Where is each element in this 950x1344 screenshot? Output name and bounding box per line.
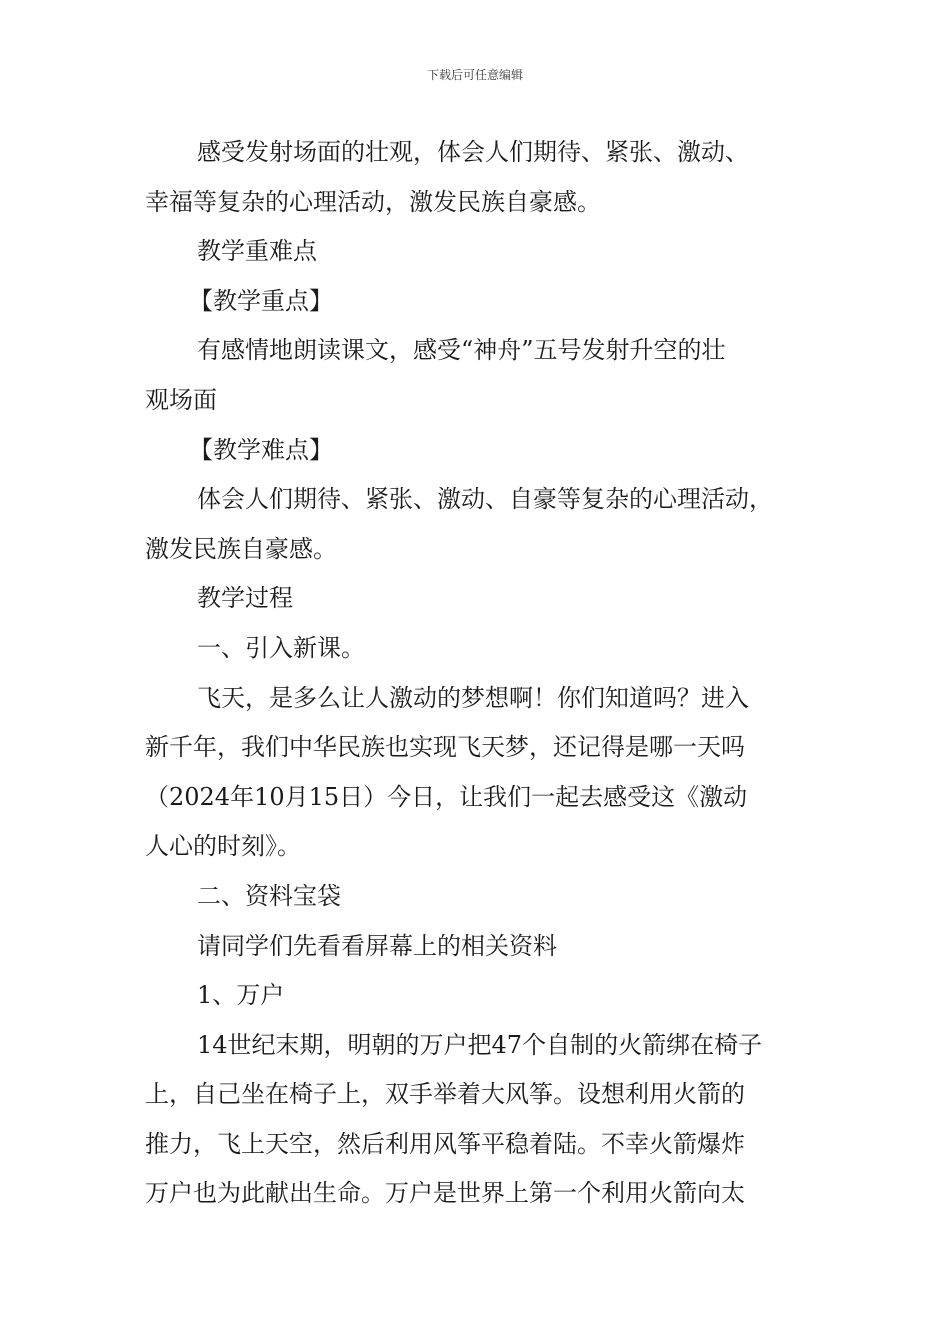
paragraph-step-1: 飞天，是多么让人激动的梦想啊！你们知道吗？进入 新千年，我们中华民族也实现飞天梦，还记得是哪一天吗 （2024年10月15日）今日，让我们一起去感受这《激动 人心的时刻》。 — [145, 683, 749, 861]
heading-key-points: 【教学重点】 — [189, 286, 333, 315]
paragraph-item-1: 14世纪末期，明朝的万户把47个自制的火箭绑在椅子 上，自己坐在椅子上，双手举着大风筝。设想利用火箭的 推力，飞上天空，然后利用风筝平稳着陆。不幸火箭爆炸 万户也为此献出生命。万户是世界上第一个利用火箭向太 — [145, 1030, 763, 1208]
heading-step-2: 二、资料宝袋 — [197, 881, 341, 910]
document-body — [145, 128, 825, 1219]
paragraph-goal: 感受发射场面的壮观，体会人们期待、紧张、激动、 幸福等复杂的心理活动，激发民族自豪感。 — [145, 138, 749, 216]
paragraph-step-2: 请同学们先看看屏幕上的相关资料 — [197, 931, 557, 960]
heading-difficult-points: 【教学难点】 — [189, 435, 333, 464]
heading-item-1: 1、万户 — [197, 981, 285, 1010]
heading-process: 教学过程 — [197, 584, 293, 613]
heading-key-difficult: 教学重难点 — [197, 237, 317, 266]
paragraph-difficult-points: 体会人们期待、紧张、激动、自豪等复杂的心理活动， 激发民族自豪感。 — [145, 485, 773, 563]
heading-step-1: 一、引入新课。 — [197, 633, 365, 662]
paragraph-key-points: 有感情地朗读课文，感受“神舟”五号发射升空的壮 观场面 — [145, 336, 726, 414]
page-header-note: 下载后可任意编辑 — [426, 68, 523, 82]
